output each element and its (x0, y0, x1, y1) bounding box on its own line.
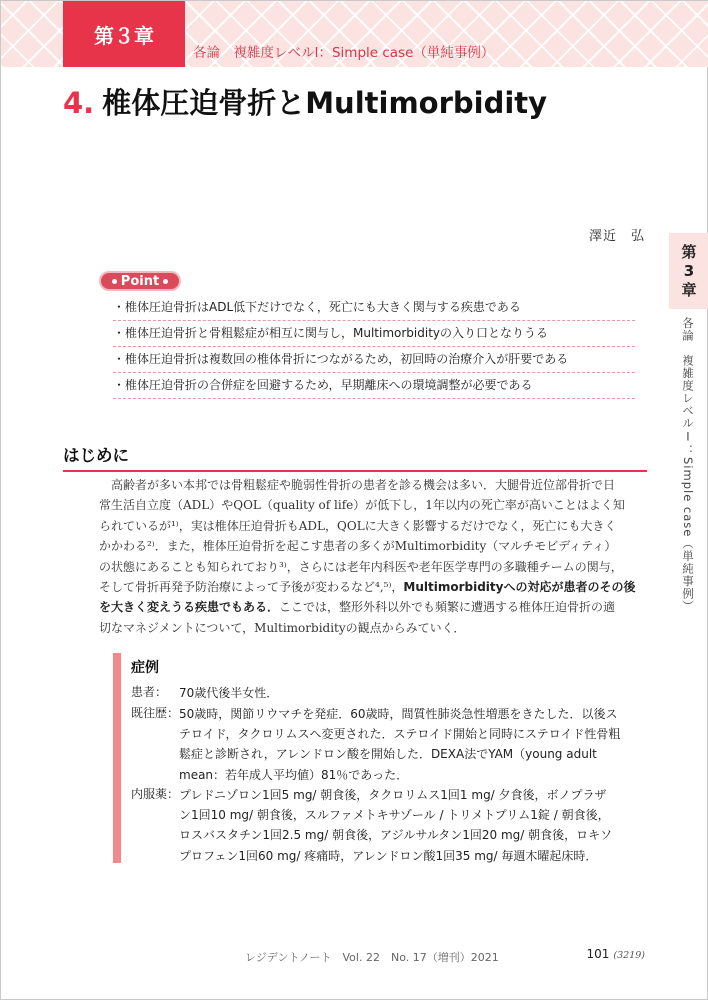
case-meds-line: プロフェン1回60 mg/ 疼痛時，アレンドロン酸1回35 mg/ 毎週木曜起床時． (179, 848, 598, 863)
body-text: そして骨折再発予防治療によって予後が変わるなど⁴,⁵⁾， (99, 580, 404, 595)
section-heading-intro: はじめに (63, 442, 647, 472)
body-line: かかわる²⁾．また，椎体圧迫骨折を起こす患者の多くがMultimorbidity（マルチモビディティ） (99, 539, 617, 554)
case-history-line: mean：若年成人平均値）81％であった． (179, 767, 409, 782)
body-line: 切なマネジメントについて，Multimorbidityの観点からみていく． (99, 620, 466, 635)
point-item: ・椎体圧迫骨折は複数回の椎体骨折につながるため，初回時の治療介入が肝要である (113, 347, 635, 373)
page-number-sub: (3219) (613, 950, 645, 961)
side-chapter-tab (669, 233, 708, 309)
case-history-line: 50歳時，関節リウマチを発症．60歳時，間質性肺炎急性増悪をきたした．以後ス (179, 707, 618, 721)
body-line: の状態にあることも知られており³⁾，さらには老年内科医や老年医学専門の多職種チームの関与， (99, 559, 623, 574)
body-line: 高齢者が多い本邦では骨粗鬆症や脆弱性骨折の患者を診る機会は多い．大腿骨近位部骨折で日 (111, 478, 616, 492)
body-text: ここでは，整形外科以外でも頻繁に遭遇する椎体圧迫骨折の適 (279, 600, 616, 615)
body-emphasis: を大きく変えうる疾患でもある． (99, 600, 280, 615)
page-title (63, 81, 547, 122)
page-number: 101 (586, 947, 610, 961)
intro-paragraph (99, 475, 647, 638)
title-number: 4. (63, 86, 95, 120)
footer-page-number (587, 947, 646, 961)
case-history-label: 既往歴： (131, 706, 180, 720)
footer-journal: レジデントノート Vol. 22 No. 17（増刊）2021 (245, 951, 499, 964)
case-accent-bar (113, 653, 121, 863)
dot-icon (112, 279, 117, 284)
side-tab-char: 3 (683, 261, 695, 280)
side-caption: 各論 複雑度レベルⅠ：Simple case（単純事例） (681, 317, 695, 613)
case-meds-label: 内服薬： (131, 787, 180, 801)
point-item: ・椎体圧迫骨折の合併症を回避するため，早期離床への環境調整が必要である (113, 373, 635, 399)
point-list (113, 295, 635, 399)
side-tab-char: 章 (681, 280, 697, 299)
body-emphasis: Multimorbidityへの対応が患者のその後 (403, 580, 636, 595)
case-history-line: テロイド，タクロリムスへ変更された．ステロイド開始と同時にステロイド性骨粗 (179, 727, 621, 742)
case-patient-label: 患者： (131, 685, 168, 699)
dot-icon (163, 279, 168, 284)
side-tab-char: 第 (681, 242, 697, 261)
point-item: ・椎体圧迫骨折と骨粗鬆症が相互に関与し，Multimorbidityの入り口となりうる (113, 321, 635, 347)
chapter-subtitle: 各論 複雑度レベルⅠ：Simple case（単純事例） (193, 45, 495, 61)
author: 澤近 弘 (588, 229, 645, 244)
point-badge (99, 271, 181, 291)
case-meds-line: ン1回10 mg/ 朝食後，スルファメトキサゾール / トリメトプリム1錠 / 朝食後， (179, 808, 610, 823)
case-patient-value: 70歳代後半女性． (179, 686, 279, 700)
chapter-label: 第３章 (63, 1, 185, 67)
case-meds-line: ロスバスタチン1回2.5 mg/ 朝食後，アジルサルタン1回20 mg/ 朝食後，ロキソ (179, 828, 613, 843)
title-text: 椎体圧迫骨折とMultimorbidity (102, 86, 548, 120)
body-line-mixed (99, 577, 647, 597)
point-item: ・椎体圧迫骨折はADL低下だけでなく，死亡にも大きく関与する疾患である (113, 295, 635, 321)
case-history-line: 鬆症と診断され，アレンドロン酸を開始した．DEXA法でYAM（young adult (179, 747, 597, 762)
body-line-mixed (99, 597, 647, 617)
body-line: 常生活自立度（ADL）やQOL（quality of life）が低下し，1年以内の死亡率が高いことはよく知 (99, 498, 625, 513)
body-line: られているが¹⁾，実は椎体圧迫骨折もADL，QOLに大きく影響するだけでなく，死亡にも大きく (99, 518, 617, 533)
case-meds-line: プレドニゾロン1回5 mg/ 朝食後，タクロリムス1回1 mg/ 夕食後，ボノプラザ (179, 788, 607, 802)
case-title: 症例 (131, 660, 159, 676)
point-badge-label: Point (120, 273, 160, 289)
